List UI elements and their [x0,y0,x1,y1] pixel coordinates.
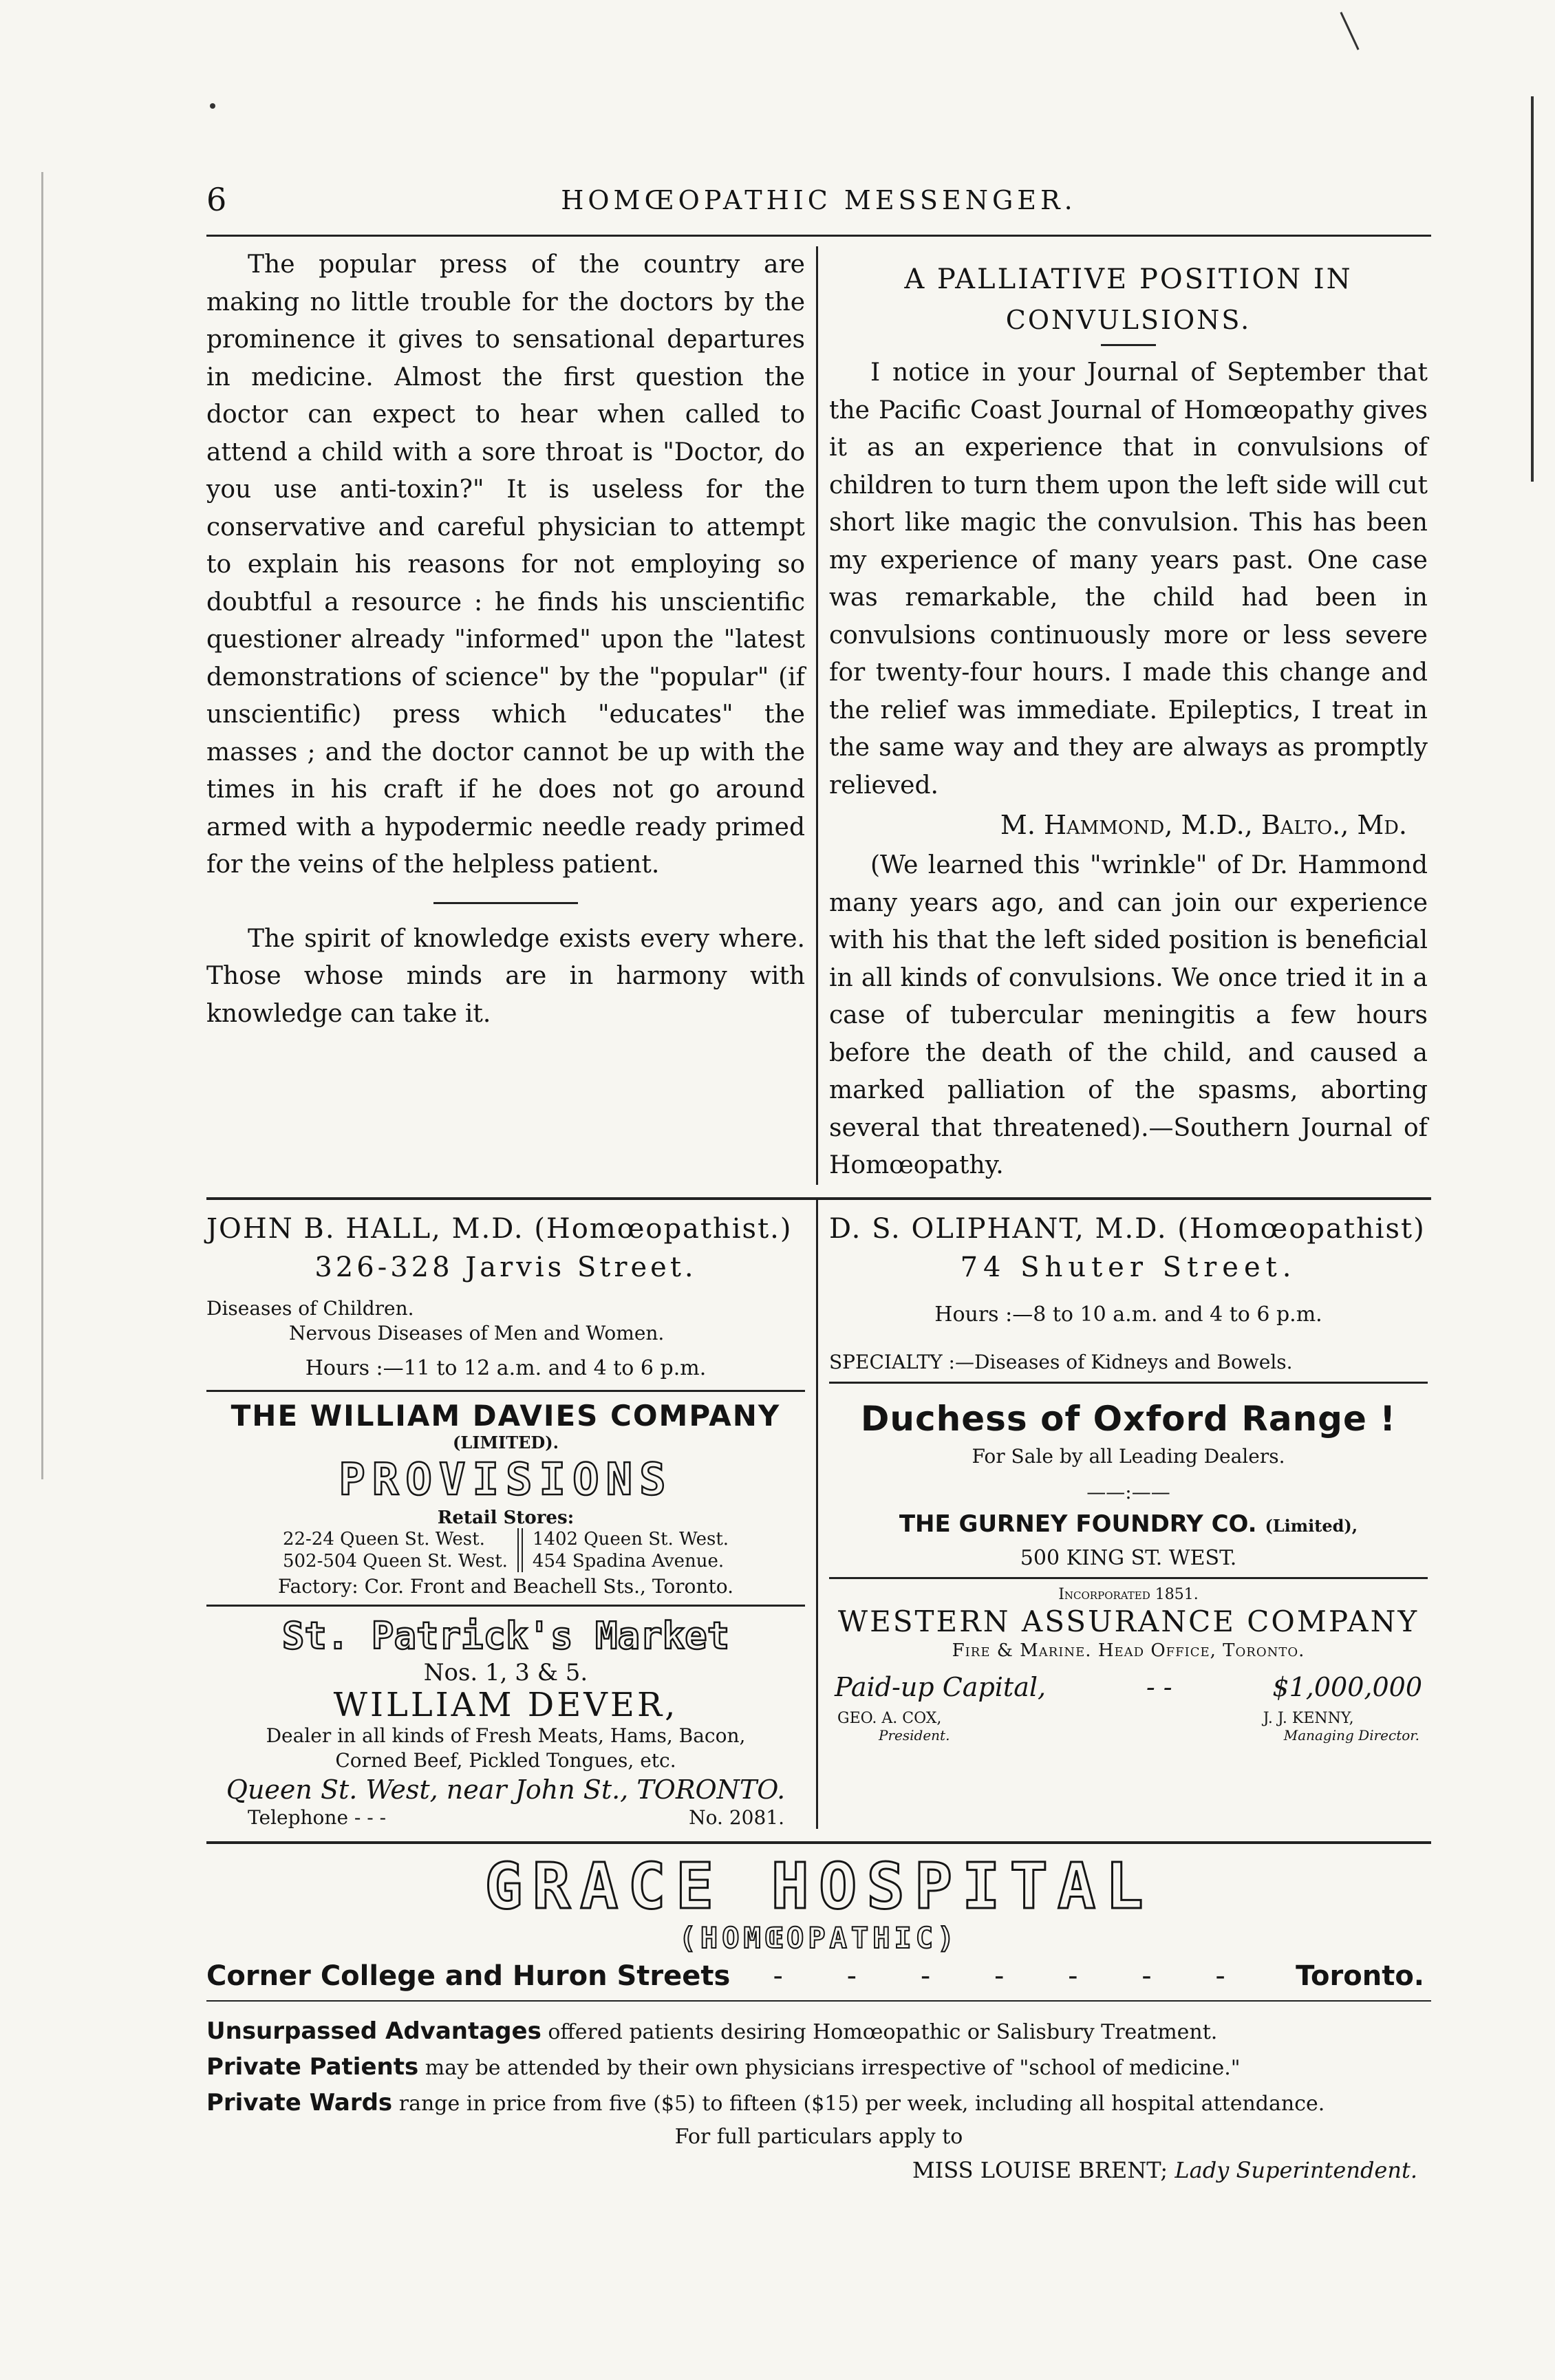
grace-title: GRACE HOSPITAL [484,1849,1153,1923]
ad-western-capital [829,1672,1428,1702]
ad-market-desc1: Dealer in all kinds of Fresh Meats, Hams, Bacon, [266,1724,746,1747]
grace-line-text: range in price from five ($5) to fifteen ($15) per week, including all hospital attendance. [398,2091,1325,2116]
article-paragraph: The spirit of knowledge exists every where. Those whose minds are in harmony with knowledge can take it. [206,924,805,1028]
grace-line [206,2014,1431,2050]
grace-dashes: - - - - - - - [773,1960,1253,1992]
ad-hall-name: JOHN B. HALL, M.D. (Homœopathist.) [206,1212,793,1245]
ad-oliphant-address: 74 Shuter Street. [960,1251,1297,1283]
store-address: 1402 Queen St. West. [532,1528,729,1550]
page [206,175,1431,2329]
article-title: A PALLIATIVE POSITION IN [904,264,1353,295]
ad-market-name: WILLIAM DEVER, [333,1685,678,1724]
grace-top-rule [206,1841,1431,1844]
column-divider [816,1200,818,1829]
ad-market-telephone [206,1806,805,1829]
ad-separator [206,1390,805,1392]
grace-contact [206,2153,1431,2187]
ad-market-title: St. Patrick's Market [281,1614,730,1658]
store-address: 502-504 Queen St. West. [282,1550,508,1572]
grace-city: Toronto. [1296,1960,1424,1992]
officer-title: President. [879,1726,950,1744]
ad-davies-stores [206,1528,805,1572]
ad-duchess-divider: ——:—— [1086,1480,1170,1503]
ad-davies [206,1399,805,1598]
grace-line-text: may be attended by their own physicians irrespective of "school of medicine." [425,2055,1241,2080]
grace-subtitle: (HOMŒOPATHIC) [678,1920,959,1955]
officer-name: GEO. A. COX, [837,1709,942,1727]
ad-oliphant-name: D. S. OLIPHANT, M.D. (Homœopathist) [829,1212,1426,1245]
ad-gurney [829,1510,1428,1538]
store-address: 454 Spadina Avenue. [532,1550,725,1572]
ad-duchess-title: Duchess of Oxford Range ! [860,1398,1397,1439]
officer-title: Managing Director. [1283,1726,1419,1744]
ad-separator [829,1382,1428,1384]
title-rule [1101,344,1156,346]
ad-davies-stores-label: Retail Stores: [437,1507,575,1528]
ad-western-sub: Fire & Marine. Head Office, Toronto. [952,1640,1305,1661]
grace-apply: For full particulars apply to [674,2124,963,2149]
ad-davies-title: THE WILLIAM DAVIES COMPANY [230,1398,781,1433]
ad-hall-line1: Diseases of Children. [206,1296,414,1320]
grace-corner: Corner College and Huron Streets [206,1960,731,1992]
ad-western-incorporated: Incorporated 1851. [1058,1585,1199,1603]
ad-oliphant [829,1210,1428,1375]
left-article [206,246,805,1185]
officer-name: J. J. KENNY, [1263,1709,1354,1727]
ad-gurney-address: 500 KING ST. WEST. [1020,1545,1237,1570]
telephone-label: Telephone - - - [248,1805,387,1829]
grace-line-lead: Private Patients [206,2052,419,2081]
ad-separator [206,1605,805,1607]
article-columns [206,246,1431,1185]
store-divider [517,1528,523,1572]
ad-market-nos: Nos. 1, 3 & 5. [423,1658,588,1686]
grace-line [206,2050,1431,2086]
ad-western [829,1586,1428,1744]
ad-western-title: WESTERN ASSURANCE COMPANY [837,1604,1419,1638]
ad-gurney-company: THE GURNEY FOUNDRY CO. [899,1510,1257,1538]
store-address: 22-24 Queen St. West. [282,1528,485,1550]
ad-oliphant-hours: Hours :—8 to 10 a.m. and 4 to 6 p.m. [934,1302,1322,1327]
advertisements [206,1200,1431,1829]
scan-mark [210,103,215,109]
running-title: HOMŒOPATHIC MESSENGER. [561,185,1077,215]
capital-label: Paid-up Capital, [835,1671,1047,1702]
scan-mark [1340,12,1359,50]
ad-davies-factory: Factory: Cor. Front and Beachell Sts., Toronto. [278,1574,733,1598]
grace-line-text: offered patients desiring Homœopathic or Salisbury Treatment. [548,2019,1218,2044]
section-rule [433,902,578,904]
ad-davies-limited: (LIMITED). [453,1432,559,1452]
article-signature: M. Hammond, M.D., Balto., Md. [1000,810,1407,840]
page-header [206,181,1431,222]
ad-grace-hospital [206,1849,1431,2187]
article-subtitle: CONVULSIONS. [1005,305,1252,335]
article-paragraph: The popular press of the country are making no little trouble for the doctors by the prominence it gives to sensational departures in medicine. Almost the first question the doctor can expect to hear when called to attend a child with a sore throat is "Doctor, do you use anti-toxin?" It is useless for the conservative and careful physician to attempt to explain his reasons for not employing so doubtful a resource : he finds his unscientific questioner already "informed" upon the "latest demonstrations of science" by the "popular" (if unscientific) press which "educates" the masses ; and the doctor cannot be up with the times in his craft if he does not go around armed with a hypodermic needle ready primed for the veins of the helpless patient. [206,250,805,879]
ad-hall-hours: Hours :—11 to 12 a.m. and 4 to 6 p.m. [305,1355,707,1380]
ad-hall [206,1210,805,1383]
column-divider [816,246,818,1185]
right-article [829,246,1428,1185]
article-paragraph: I notice in your Journal of September that the Pacific Coast Journal of Homœopathy gives it as an experience that in convulsions of children to turn them upon the left side will cut short like magic the convulsion. This has been my experience of many years past. One case was remarkable, the child had been in convulsions continuously more or less severe for twenty-four hours. I made this change and the relief was immediate. Epileptics, I treat in the same way and they are always as promptly relieved. [829,358,1428,800]
scan-mark [1531,96,1534,482]
scan-mark [41,172,43,1479]
grace-contact-name: MISS LOUISE BRENT; [912,2156,1168,2183]
ads-right [829,1200,1428,1829]
ad-hall-address: 326-328 Jarvis Street. [314,1251,697,1283]
ad-oliphant-specialty: SPECIALTY :—Diseases of Kidneys and Bowels. [829,1350,1293,1373]
telephone-number: No. 2081. [689,1805,784,1829]
editor-note: (We learned this "wrinkle" of Dr. Hammond many years ago, and can join our experience with his that the left sided position is beneficial in all kinds of convulsions. We once tried it in a case of tubercular meningitis a few hours before the death of the child, and caused a marked palliation of the spasms, aborting several that threatened).—Southern Journal of Homœopathy. [829,851,1428,1179]
page-number: 6 [206,181,227,218]
capital-dashes: - - [1146,1671,1172,1702]
ad-duchess [829,1399,1428,1570]
ad-market [206,1614,805,1829]
ad-market-desc2: Corned Beef, Pickled Tongues, etc. [335,1748,676,1772]
grace-line [206,2086,1431,2121]
ads-left [206,1200,805,1829]
grace-rule [206,2000,1431,2002]
grace-line-lead: Unsurpassed Advantages [206,2017,541,2045]
grace-contact-title: Lady Superintendent. [1175,2156,1417,2183]
ad-gurney-limited: (Limited), [1265,1515,1358,1536]
ad-separator [829,1577,1428,1579]
ad-hall-line2: Nervous Diseases of Men and Women. [289,1321,665,1344]
ad-market-location: Queen St. West, near John St., TORONTO. [226,1774,786,1805]
ad-duchess-sale: For Sale by all Leading Dealers. [972,1444,1285,1468]
header-rule [206,235,1431,237]
grace-address [206,1960,1431,1992]
grace-line-lead: Private Wards [206,2088,393,2116]
ad-western-officers [829,1711,1428,1744]
ad-davies-provisions: PROVISIONS [339,1454,673,1505]
capital-value: $1,000,000 [1272,1671,1422,1702]
